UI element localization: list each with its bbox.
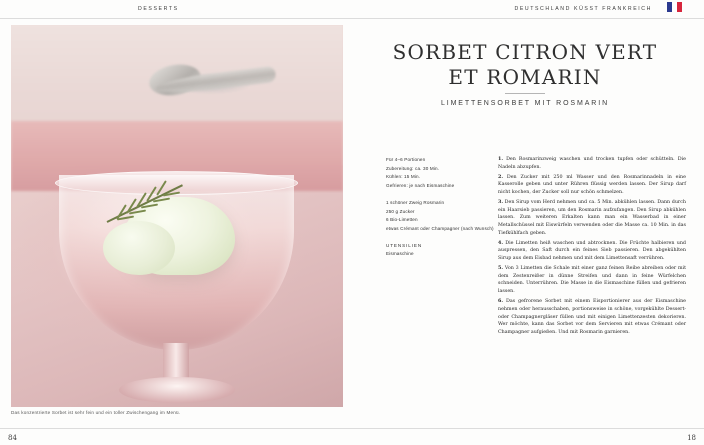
recipe-subtitle: LIMETTENSORBET MIT ROSMARIN [440,100,610,107]
step-text: Den Sirup vom Herd nehmen und ca. 5 Min. abkühlen lassen. Dann durch ein Haarsieb passieren, um den Rosmarin aufzufangen. Den Sirup abkühlen lassen. Zum weiteren Erkalten kann man ein Wasserbad in einer Metallschüssel mit Eiswürfeln verwenden oder die Masse ca. 10 Min. in das Tiefkühlfach geben. [498,199,686,236]
ingredient-item: etwas Crémant oder Champagner (nach Wunsch) [386,226,494,232]
step-number: 2. [498,173,504,180]
photo-caption: Das konzentrierte Sorbet ist sehr fein und ein toller Zwischengang im Menü. [11,410,181,415]
step-number: 3. [498,198,504,205]
recipe-title-line2: ET ROMARIN [448,65,602,89]
recipe-title [360,40,690,90]
step-number: 6. [498,298,504,305]
recipe-prep-time: Zubereitung: ca. 30 Min. [386,165,440,171]
step-text: Das gefrorene Sorbet mit einem Eisportionierer aus der Eismaschine nehmen oder herausschaben, portionsweise in schöne, vorgekühlte Dessert- oder Champagnergläser füllen und mit einigen Limettenzesten dekorieren. Wer möchte, kann das Sorbet vor dem Servieren mit etwas Crémant oder Champagner aufgießen. Und mit Rosmarin garnieren. [498,299,686,336]
recipe-step [498,156,686,172]
sorbet-scoop-secondary [103,221,175,275]
ingredient-item: 250 g Zucker [386,208,415,214]
recipe-portions: Für 4–6 Portionen [386,157,426,162]
recipe-chill-time: Kühlen: 15 Min. [386,174,421,180]
title-divider [505,93,545,94]
ingredient-item: 6 Bio-Limetten [386,217,418,223]
tool-item: Eismaschine [386,251,414,257]
recipe-freeze-time: Gefrieren: je nach Eismaschine [386,183,455,189]
recipe-ingredients [386,199,494,234]
recipe-title-line1: SORBET CITRON VERT [392,40,658,64]
ingredient-item: 1 schöner Zweig Rosmarin [386,199,445,205]
header-rule [0,18,704,19]
step-text: Den Rosmarinzweig waschen und trocken tupfen oder schütteln. Die Nadeln abzupfen. [498,157,686,170]
recipe-step [498,240,686,263]
step-number: 5. [498,264,504,271]
step-text: Die Limetten heiß waschen und abtrocknen. Die Früchte halbieren und auspressen, den Saft durch ein feines Sieb passieren. Den abgekühlten Sirup aus dem Eisbad nehmen und mit dem Limettensaft verrühren. [498,240,686,262]
step-number: 4. [498,239,504,246]
recipe-step [498,265,686,296]
recipe-timings [386,156,494,191]
step-text: Den Zucker mit 250 ml Wasser und den Rosmarinnadeln in eine Kasserolle geben und unter Rühren flüssig werden lassen. Der Sirup darf nicht kochen, der Zucker soll nur schön schmelzen. [498,174,686,196]
footer-rule [0,428,704,429]
rosemary-sprig-icon [107,175,193,227]
tools-label: UTENSILIEN [386,242,423,248]
running-head-right: DEUTSCHLAND KÜSST FRANKREICH [514,6,652,12]
coupe-glass-foot [119,377,235,403]
french-flag-icon [667,2,682,12]
recipe-tools [386,242,494,259]
recipe-photo [11,25,343,407]
recipe-step [498,174,686,197]
recipe-meta-column [386,156,494,267]
step-text: Von 3 Limetten die Schale mit einer ganz feinen Reibe abreiben oder mit dem Zestenreißer in dünne Streifen und dann in feine Würfelchen schneiden. Unterrühren. Die Masse in die Eismaschine füllen und gefrieren lassen. [498,265,687,295]
recipe-step [498,199,686,238]
running-head-left: DESSERTS [138,6,179,12]
page-number-left: 84 [8,434,17,442]
recipe-steps-column [498,156,686,339]
page-number-right: 18 [687,434,696,442]
step-number: 1. [498,156,504,162]
recipe-step [498,298,686,337]
